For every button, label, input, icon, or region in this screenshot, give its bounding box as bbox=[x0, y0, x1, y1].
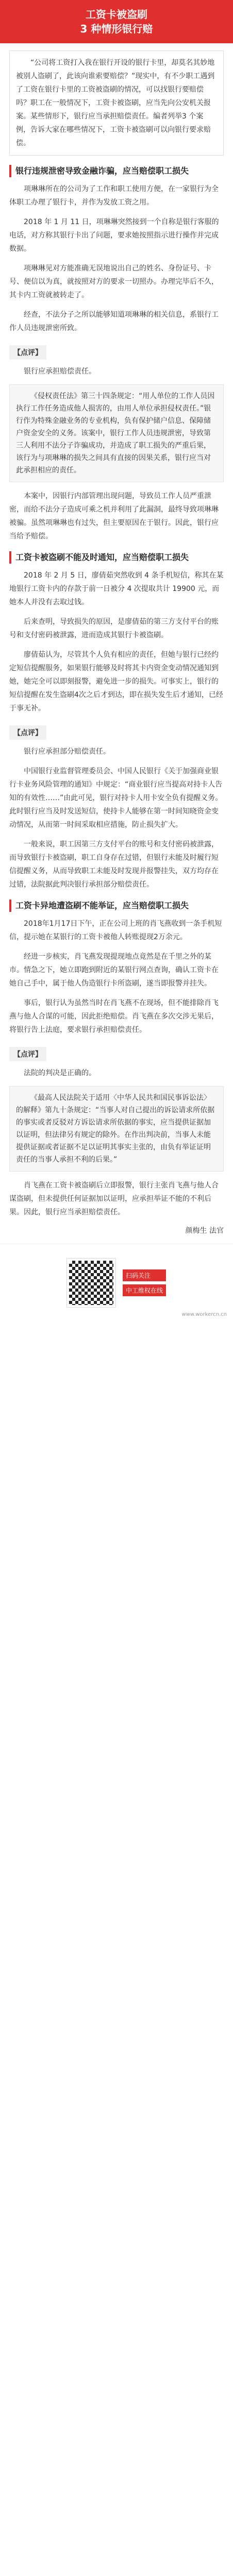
site-watermark: www.workercn.cn bbox=[181, 1312, 227, 1317]
section-2-comment-label: 【点评】 bbox=[9, 725, 46, 740]
section-1-comment-label: 【点评】 bbox=[9, 345, 46, 360]
section-1-para-3: 项琳琳见对方能准确无误地说出自己的姓名、身份证号、卡号、便信以为真，就按照对方的要求一切照办。办理完毕后不久，其卡内工资就被转走了。 bbox=[9, 264, 219, 299]
section-1-para-1: 项琳琳所在的公司为了工作和职工使用方便，在一家银行为全体职工办理了银行卡，并作为发放工资之用。 bbox=[9, 185, 219, 207]
section-1-comment-para-1: 银行应承担赔偿责任。 bbox=[24, 367, 96, 376]
footer-band bbox=[0, 1244, 233, 1321]
section-1-legal-quote-text: 《侵权责任法》第三十四条规定：“用人单位的工作人员因执行工作任务造成他人损害的，由用人单位承担侵权责任。”银行作为特殊金融业务的专业机构，负有保护储户信息、保障储户资金安全的义务。该案中，银行工作人员违规泄密，导致第三人利用不法分子诈骗成功，并造成了职工损失的严重后果，该行为与项琳琳的损失之间具有直接的因果关系，银行应当对此承担相应的责任。 bbox=[16, 392, 215, 474]
section-bar bbox=[9, 165, 11, 177]
intro-quote-box bbox=[9, 50, 224, 156]
section-3-para-2: 经进一步核实，肖飞燕发现提现地点竟然是在千里之外的某市。情急之下，她立即跑到附近的某银行网点查询，确认工资卡在她自己手中，属于他人伪造银行卡所盗刷，遂当即报警并挂失。 bbox=[9, 953, 219, 988]
section-3-heading: 工资卡异地遭盗刷不能举证，应当赔偿职工损失 bbox=[15, 901, 189, 910]
section-bar bbox=[9, 900, 11, 912]
section-2-heading: 工资卡被盗刷不能及时通知，应当赔偿职工损失 bbox=[15, 552, 189, 562]
section-1-heading: 银行违规泄密导致金融诈骗，应当赔偿职工损失 bbox=[15, 166, 189, 176]
section-2-comment-para-3: 一般来说，职工因第三方支付平台的账号和支付密码被泄露，而导致银行卡被盗刷，职工自身存在过错，但银行未能及时履行短信提醒义务，从而导致职工未能及时发现并报警挂失，双方均存在过错，法院据此判决银行承担部分赔偿责任。 bbox=[9, 840, 219, 889]
title-banner bbox=[0, 0, 233, 43]
section-3-para-1: 2018年1月17日下午，正在公司上班的肖飞燕收到一条手机短信，提示她在某银行的工资卡被他人转账提现2万余元。 bbox=[9, 920, 222, 941]
footer-badge-line-1: 扫码关注 bbox=[123, 1269, 166, 1281]
title-line-2: 3 种情形银行赔 bbox=[80, 23, 153, 35]
section-1-after-para-1: 本案中，因银行内部管理出现问题，导致员工作人员严重泄密，而给不法分子造成可乘之机并利用了此漏洞，最终导致项琳琳被骗。虽然项琳琳也有过失，但主要原因在于银行。因此，银行应当给予赔偿。 bbox=[9, 492, 219, 540]
section-2-para-3: 廖倩茹认为，尽管其个人负有相应的责任，但她与银行已经约定短信提醒服务，如果银行能够及时将其卡内资金变动情况通知到她，她完全可以即刻报警，避免进一步的损失。可事实上，银行的短信提醒在发生盗刷4次之后才到达，即在损失发生后才通知，已经于事无补。 bbox=[9, 651, 223, 713]
section-3-comment-para-1: 法院的判决是正确的。 bbox=[24, 1069, 96, 1077]
section-1-para-4: 经查，不法分子之所以能够知道项琳琳的相关信息，系银行工作人员违规泄密所致。 bbox=[9, 311, 219, 332]
article-content bbox=[0, 43, 233, 1235]
footer-badge bbox=[123, 1269, 166, 1296]
section-2-head bbox=[9, 551, 224, 564]
section-3-legal-quote bbox=[9, 1086, 224, 1172]
section-1-para-2: 2018 年 1 月 11 日，项琳琳突然接到一个自称是银行客服的电话，对方称其银行卡出了问题，要求她按照指示进行操作并完成数据。 bbox=[9, 218, 219, 253]
section-bar bbox=[9, 551, 11, 564]
section-3-after-para-1: 肖飞燕在工资卡被盗刷后立即报警，银行主张肖飞燕与他人合谋盗刷，但未提供任何证据加以证明，应承担举证不能的不利后果。因此，银行应当承担赔偿责任。 bbox=[9, 1181, 219, 1216]
section-2-para-1: 2018 年 2 月 5 日，廖倩茹突然收到 4 条手机短信，称其在某地银行工资卡内的存款于前一日被分 4 次提取共计 19900 元，而她本人并没有去取过钱。 bbox=[9, 571, 224, 606]
footer-badge-line-2: 中工维权在线 bbox=[123, 1284, 166, 1296]
section-1-legal-quote bbox=[9, 384, 224, 482]
section-2-comment-para-1: 银行应承担部分赔偿责任。 bbox=[24, 748, 110, 756]
section-3-para-3: 事后，银行认为虽然当时在肖飞燕不在现场，但不能排除肖飞燕与他人合谋的可能，因此拒绝赔偿。肖飞燕在多次交涉无果后，将银行告上法庭，要求银行承担赔偿责任。 bbox=[9, 999, 219, 1034]
section-1-head bbox=[9, 165, 224, 177]
section-3-comment-label: 【点评】 bbox=[9, 1047, 46, 1061]
author-line: 颜梅生 法官 bbox=[185, 1227, 224, 1235]
section-3-head bbox=[9, 900, 224, 912]
section-2-para-2: 后来查明，导致损失的原因，是廖倩茹的第三方支付平台的账号和支付密码被泄露，进而造成其银行卡被盗刷。 bbox=[9, 618, 219, 639]
intro-quote: “公司将工资打入我在银行开设的银行卡里，却莫名其妙地被别人盗刷了，此该向谁索要赔偿？”现实中，有不少职工遇到了工资在银行卡里的工资被盗刷的情况，可以找银行要赔偿吗？职工在一般情况下，工资卡被盗刷，应当先向公安机关报案。某些情形下，银行应当承担赔偿责任。编者列举3 个案例，告诉大家在哪些情况下，工资卡被盗刷可以向银行要求赔偿。 bbox=[16, 59, 215, 147]
title-line-1: 工资卡被盗刷 bbox=[86, 8, 147, 21]
section-2-comment-para-2: 中国银行业监督管理委员会、中国人民银行《关于加强商业银行卡业务风险管理的通知》中规定：“商业银行应当提高对持卡人告知的有效性……”由此可见，银行对持卡人用卡安全负有提醒义务。此时银行应当及时发送短信，使持卡人能够在第一时间知晓资金变动情况，从而第一时间采取相应措施，防止损失扩大。 bbox=[9, 767, 223, 829]
section-3-legal-quote-text: 《最高人民法院关于适用〈中华人民共和国民事诉讼法〉的解释》第九十条规定：“当事人对自己提出的诉讼请求所依据的事实或者反驳对方诉讼请求所依据的事实，应当提供证据加以证明，但法律另有规定的除外。在作出判决前，当事人未能提供证据或者证据不足以证明其事实主张的，由负有举证证明责任的当事人承担不利的后果。” bbox=[16, 1094, 215, 1164]
qr-code-icon[interactable] bbox=[67, 1259, 115, 1307]
